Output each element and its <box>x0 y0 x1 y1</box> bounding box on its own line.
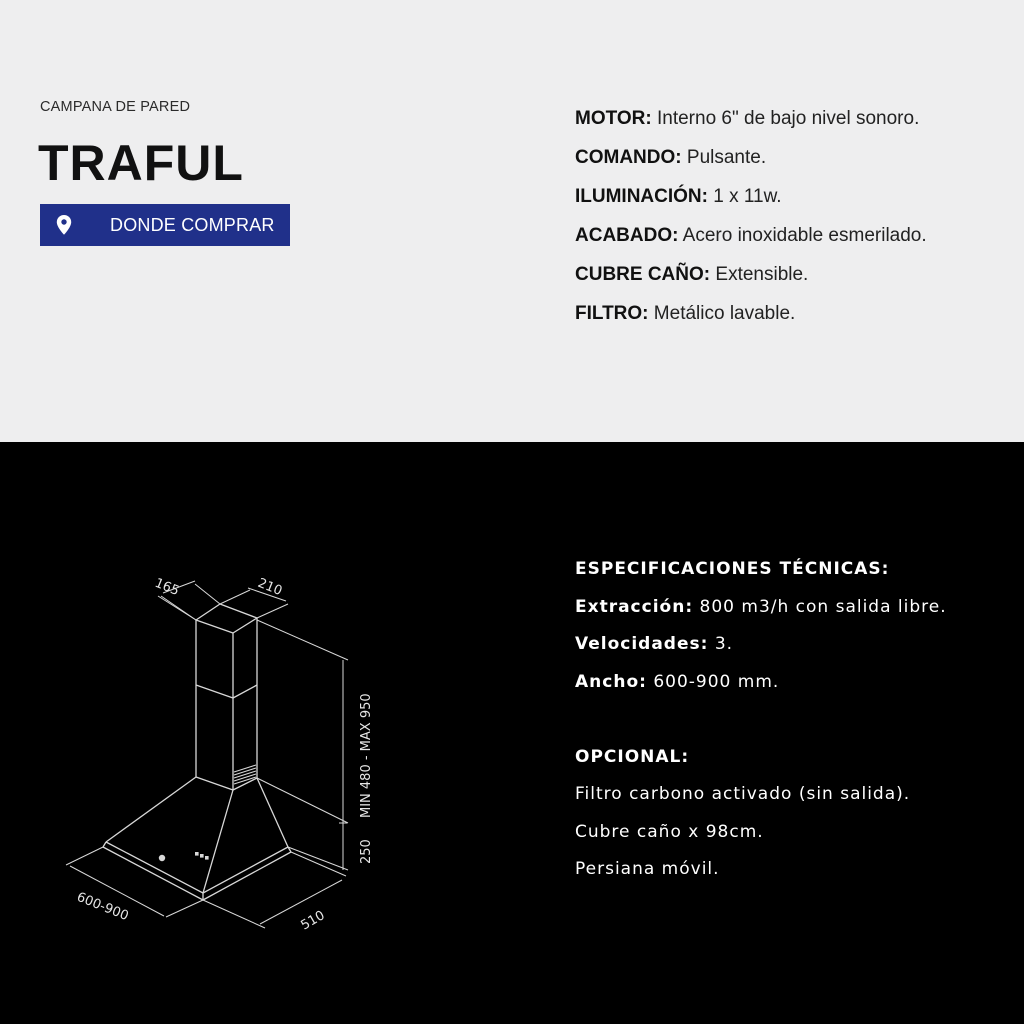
control-buttons <box>159 852 209 861</box>
feature-item: COMANDO: Pulsante. <box>575 147 767 168</box>
where-to-buy-label: DONDE COMPRAR <box>110 214 275 235</box>
spec-item: Extracción: 800 m3/h con salida libre. <box>575 596 947 617</box>
feature-item: CUBRE CAÑO: Extensible. <box>575 264 809 285</box>
feature-item: ACABADO: Acero inoxidable esmerilado. <box>575 225 927 246</box>
feature-item: MOTOR: Interno 6" de bajo nivel sonoro. <box>575 108 920 129</box>
dim-label-canopy-height: 250 <box>359 839 374 864</box>
specs-heading: ESPECIFICACIONES TÉCNICAS: <box>575 559 890 579</box>
technical-specs <box>575 556 947 894</box>
spec-item: Ancho: 600-900 mm. <box>575 671 780 692</box>
canopy-outline <box>103 777 291 900</box>
optional-item: Filtro carbono activado (sin salida). <box>575 784 911 804</box>
dim-label-depth: 510 <box>298 908 328 934</box>
product-header-section <box>0 0 1024 442</box>
feature-list <box>575 106 927 340</box>
optional-item: Cubre caño x 98cm. <box>575 821 764 842</box>
feature-item: ILUMINACIÓN: 1 x 11w. <box>575 186 782 207</box>
dimension-lines <box>66 581 348 928</box>
hood-dimension-diagram <box>50 560 380 940</box>
dim-label-height: MIN 480 - MAX 950 <box>359 693 374 818</box>
optional-item: Persiana móvil. <box>575 859 720 879</box>
vent-grille <box>234 765 256 784</box>
chimney-outline <box>196 604 257 790</box>
product-category: CAMPANA DE PARED <box>40 99 191 115</box>
where-to-buy-button[interactable] <box>40 204 290 246</box>
product-title: TRAFUL <box>38 135 244 191</box>
spec-item: Velocidades: 3. <box>575 634 734 654</box>
optional-heading: OPCIONAL: <box>575 746 690 767</box>
dim-label-width: 600-900 <box>74 889 131 925</box>
map-pin-icon <box>56 215 72 235</box>
dim-label-chimney-depth: 165 <box>152 575 182 600</box>
dim-label-chimney-width: 210 <box>255 575 285 600</box>
feature-item: FILTRO: Metálico lavable. <box>575 303 796 324</box>
